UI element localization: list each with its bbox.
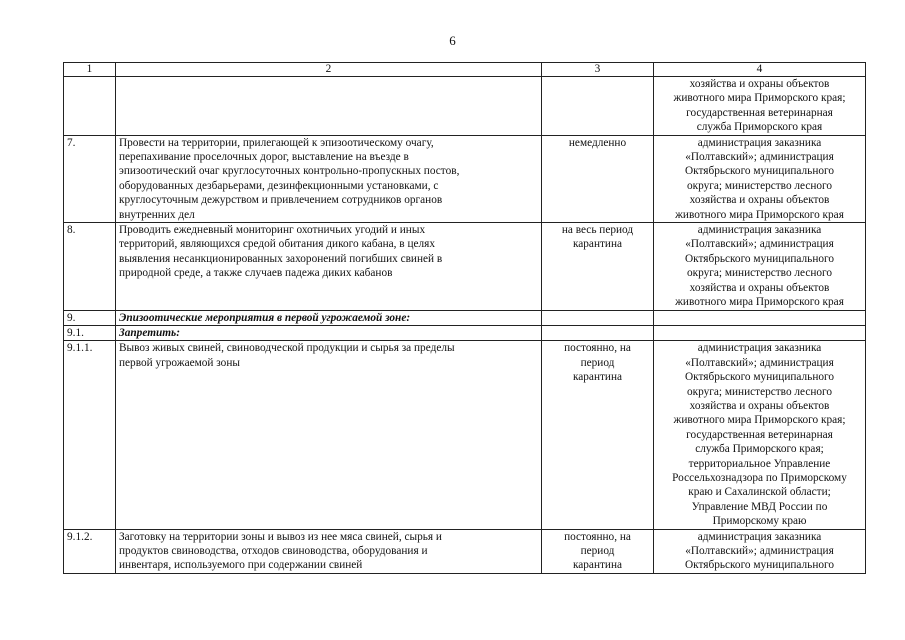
action-line: Провести на территории, прилегающей к эпизоотическому очагу, [119,136,434,149]
column-header-4: 4 [654,63,866,77]
responsible-cell [654,77,866,136]
item-number-cell [64,77,116,136]
table-row [64,529,866,573]
action-cell [116,77,542,136]
responsible-line: округа; министерство лесного [686,385,833,398]
responsible-line: животного мира Приморского края [675,208,844,221]
responsible-line: животного мира Приморского края; [673,414,846,427]
table-row [64,77,866,136]
responsible-line: служба Приморского края [696,121,823,134]
responsible-line: хозяйства и охраны объектов [689,399,830,412]
action-cell [116,223,542,310]
action-line: природной среде, а также случаев падежа диких кабанов [119,267,393,280]
table-header-row [64,63,866,77]
action-line: перепахивание проселочных дорог, выставление на въезде в [119,151,409,164]
responsible-line: «Полтавский»; администрация [685,545,834,557]
term-line: период [580,545,615,557]
action-line: Проводить ежедневный мониторинг охотничьих угодий и иных [119,224,426,237]
action-line: Вывоз живых свиней, свиноводческой продукции и сырья за пределы [119,342,455,355]
item-number-cell: 9. [64,310,116,325]
action-line: круглосуточным дежурством и привлечением сотрудников органов [119,194,443,207]
page-number: 6 [449,33,456,48]
term-line: постоянно, на [564,530,631,543]
responsible-line: Россельхознадзора по Приморскому [672,471,847,484]
term-line: на весь период [561,224,634,237]
responsible-cell [654,325,866,340]
action-line: эпизоотический очаг круглосуточных контрольно-пропускных постов, [119,165,460,178]
table-row [64,325,866,340]
responsible-line: животного мира Приморского края; [673,92,846,105]
responsible-line: Приморскому краю [712,515,807,528]
responsible-line: Октябрьского муниципального [684,371,835,384]
responsible-line: служба Приморского края; [695,443,824,456]
action-cell [116,325,542,340]
action-line: первой угрожаемой зоны [119,356,240,369]
responsible-line: «Полтавский»; администрация [685,238,834,251]
term-line: постоянно, на [564,342,631,355]
term-cell [542,135,654,222]
action-line: внутренних дел [119,208,195,221]
responsible-line: территориальное Управление [688,457,831,470]
responsible-line: округа; министерство лесного [686,179,833,192]
responsible-line: хозяйства и охраны объектов [689,78,830,90]
table-row [64,341,866,529]
responsible-line: администрация заказника [697,342,822,355]
responsible-line: хозяйства и охраны объектов [689,194,830,207]
action-line: Заготовку на территории зоны и вывоз из нее мяса свиней, сырья и [119,530,442,543]
table-row [64,223,866,310]
term-cell [542,310,654,325]
responsible-line: «Полтавский»; администрация [685,151,834,164]
responsible-line: государственная ветеринарная [686,106,833,119]
responsible-line: Октябрьского муниципального [684,559,835,572]
term-cell [542,223,654,310]
responsible-line: администрация заказника [697,530,822,543]
action-line: продуктов свиноводства, отходов свиноводства, оборудования и [119,545,428,557]
responsible-line: Управление МВД России по [691,500,828,513]
table-row [64,135,866,222]
responsible-line: государственная ветеринарная [686,428,833,441]
item-number-cell: 7. [64,135,116,222]
item-number-cell: 9.1.2. [64,529,116,573]
term-line: карантина [572,238,623,251]
item-number-cell: 8. [64,223,116,310]
responsible-cell [654,135,866,222]
term-cell [542,325,654,340]
column-header-1: 1 [64,63,116,77]
action-cell [116,341,542,529]
term-cell [542,341,654,529]
table-row [64,310,866,325]
term-cell [542,77,654,136]
term-line: период [580,356,615,369]
term-cell [542,529,654,573]
responsible-cell [654,223,866,310]
action-line: Эпизоотические мероприятия в первой угрожаемой зоне: [119,311,411,324]
responsible-cell [654,341,866,529]
responsible-line: краю и Сахалинской области; [688,486,831,499]
action-line: выявления несанкционированных захоронений погибших свиней в [119,252,443,265]
action-line: территорий, являющихся средой обитания дикого кабана, в целях [119,238,435,251]
item-number-cell: 9.1. [64,325,116,340]
term-line: карантина [572,371,623,384]
responsible-line: администрация заказника [697,136,822,149]
term-line: карантина [572,559,623,572]
responsible-line: хозяйства и охраны объектов [689,281,830,294]
responsible-cell [654,310,866,325]
item-number-cell: 9.1.1. [64,341,116,529]
responsible-line: администрация заказника [697,224,822,237]
action-cell [116,529,542,573]
term-line: немедленно [568,136,627,149]
action-cell [116,135,542,222]
responsible-cell [654,529,866,573]
column-header-2: 2 [116,63,542,77]
responsible-line: животного мира Приморского края [675,296,844,309]
responsible-line: Октябрьского муниципального [684,252,835,265]
action-cell [116,310,542,325]
responsible-line: округа; министерство лесного [686,267,833,280]
action-line: оборудованных дезбарьерами, дезинфекционными установками, с [119,179,439,192]
action-line: инвентаря, используемого при содержании свиней [119,559,363,572]
responsible-line: «Полтавский»; администрация [685,356,834,369]
action-line: Запретить: [119,326,180,339]
column-header-3: 3 [542,63,654,77]
responsible-line: Октябрьского муниципального [684,165,835,178]
measures-table [63,62,866,574]
